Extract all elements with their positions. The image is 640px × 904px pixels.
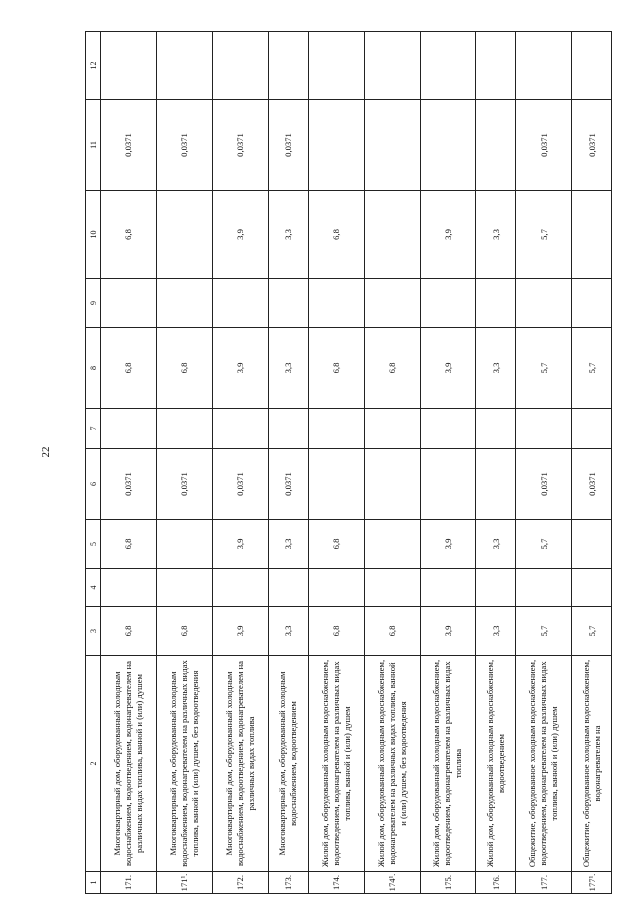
value-cell-c3: 5,7 xyxy=(516,607,572,656)
value-cell-c6 xyxy=(308,449,364,520)
value-cell-c10: 3,3 xyxy=(476,191,516,279)
value-cell-c11 xyxy=(364,100,420,191)
value-cell-c10: 6,8 xyxy=(308,191,364,279)
value-cell-c6: 0,0371 xyxy=(572,449,612,520)
row-description: Общежитие, оборудованное холодным водоснабжением, водоотведением, водонагревателем на различных видах топлива, ванной и (или) душем xyxy=(516,656,572,872)
value-cell-c11: 0,0371 xyxy=(212,100,268,191)
header-cell: 10 xyxy=(86,191,101,279)
value-cell-c12 xyxy=(308,32,364,100)
value-cell-c3: 3,9 xyxy=(420,607,476,656)
value-cell-c11: 0,0371 xyxy=(268,100,308,191)
row-number: 177. xyxy=(516,872,572,894)
rotated-table-container xyxy=(85,32,612,894)
value-cell-c10: 3,9 xyxy=(420,191,476,279)
value-cell-c5: 6,8 xyxy=(308,520,364,569)
value-cell-c3: 6,8 xyxy=(156,607,212,656)
header-cell: 3 xyxy=(86,607,101,656)
value-cell-c6: 0,0371 xyxy=(156,449,212,520)
value-cell-c6: 0,0371 xyxy=(268,449,308,520)
value-cell-c4 xyxy=(156,569,212,607)
value-cell-c3: 6,8 xyxy=(101,607,157,656)
value-cell-c8: 6,8 xyxy=(308,328,364,409)
value-cell-c4 xyxy=(101,569,157,607)
row-description: Общежитие, оборудованное холодным водоснабжением, водонагревателем на xyxy=(572,656,612,872)
value-cell-c9 xyxy=(516,279,572,328)
value-cell-c9 xyxy=(308,279,364,328)
value-cell-c5 xyxy=(364,520,420,569)
value-cell-c4 xyxy=(476,569,516,607)
table-row xyxy=(420,32,476,894)
row-number: 175. xyxy=(420,872,476,894)
row-description: Многоквартирный дом, оборудованный холодным водоснабжением, водонагревателем на различных видах топлива, ванной и (или) душем, без водоотведения xyxy=(156,656,212,872)
value-cell-c6 xyxy=(420,449,476,520)
value-cell-c3: 3,9 xyxy=(212,607,268,656)
row-description: Многоквартирный дом, оборудованный холодным водоснабжением, водоотведением xyxy=(268,656,308,872)
value-cell-c9 xyxy=(156,279,212,328)
value-cell-c11 xyxy=(476,100,516,191)
value-cell-c5: 3,9 xyxy=(420,520,476,569)
header-cell: 7 xyxy=(86,409,101,449)
value-cell-c3: 5,7 xyxy=(572,607,612,656)
value-cell-c7 xyxy=(364,409,420,449)
value-cell-c8: 5,7 xyxy=(572,328,612,409)
table-row xyxy=(476,32,516,894)
value-cell-c11 xyxy=(420,100,476,191)
header-cell: 9 xyxy=(86,279,101,328)
value-cell-c12 xyxy=(420,32,476,100)
value-cell-c9 xyxy=(212,279,268,328)
value-cell-c10 xyxy=(364,191,420,279)
value-cell-c11: 0,0371 xyxy=(572,100,612,191)
value-cell-c9 xyxy=(101,279,157,328)
value-cell-c7 xyxy=(308,409,364,449)
row-description: Многоквартирный дом, оборудованный холодным водоснабжением, водоотведением, водонагревателем на различных видах топлива, ванной и (или) душем xyxy=(101,656,157,872)
row-description: Жилой дом, оборудованный холодным водоснабжением, водоотведением, водонагревателем на различных видах топлива, ванной и (или) душем xyxy=(308,656,364,872)
row-number: 172. xyxy=(212,872,268,894)
table-row xyxy=(516,32,572,894)
value-cell-c12 xyxy=(268,32,308,100)
value-cell-c6: 0,0371 xyxy=(101,449,157,520)
header-cell: 6 xyxy=(86,449,101,520)
value-cell-c7 xyxy=(516,409,572,449)
row-number: 171¹. xyxy=(156,872,212,894)
value-cell-c9 xyxy=(476,279,516,328)
value-cell-c5: 6,8 xyxy=(101,520,157,569)
value-cell-c9 xyxy=(572,279,612,328)
value-cell-c10 xyxy=(156,191,212,279)
page-number: 22 xyxy=(40,446,52,458)
value-cell-c8: 3,9 xyxy=(420,328,476,409)
row-description: Жилой дом, оборудованный холодным водоснабжением, водоотведением xyxy=(476,656,516,872)
value-cell-c4 xyxy=(212,569,268,607)
norms-table xyxy=(85,31,612,894)
value-cell-c7 xyxy=(268,409,308,449)
value-cell-c6: 0,0371 xyxy=(516,449,572,520)
value-cell-c8: 3,3 xyxy=(476,328,516,409)
value-cell-c4 xyxy=(572,569,612,607)
value-cell-c7 xyxy=(101,409,157,449)
table-row xyxy=(572,32,612,894)
value-cell-c5 xyxy=(572,520,612,569)
table-row xyxy=(212,32,268,894)
row-number: 171. xyxy=(101,872,157,894)
value-cell-c6 xyxy=(476,449,516,520)
value-cell-c8: 3,3 xyxy=(268,328,308,409)
value-cell-c5: 3,9 xyxy=(212,520,268,569)
value-cell-c12 xyxy=(156,32,212,100)
value-cell-c10: 3,3 xyxy=(268,191,308,279)
value-cell-c4 xyxy=(308,569,364,607)
value-cell-c7 xyxy=(420,409,476,449)
value-cell-c4 xyxy=(516,569,572,607)
value-cell-c11: 0,0371 xyxy=(101,100,157,191)
value-cell-c10 xyxy=(572,191,612,279)
value-cell-c6: 0,0371 xyxy=(212,449,268,520)
header-cell: 5 xyxy=(86,520,101,569)
value-cell-c7 xyxy=(572,409,612,449)
value-cell-c10: 5,7 xyxy=(516,191,572,279)
value-cell-c4 xyxy=(420,569,476,607)
value-cell-c3: 3,3 xyxy=(268,607,308,656)
value-cell-c7 xyxy=(476,409,516,449)
value-cell-c10: 6,8 xyxy=(101,191,157,279)
row-number: 174. xyxy=(308,872,364,894)
header-cell: 12 xyxy=(86,32,101,100)
value-cell-c12 xyxy=(364,32,420,100)
value-cell-c12 xyxy=(516,32,572,100)
value-cell-c5: 3,3 xyxy=(268,520,308,569)
table-row xyxy=(308,32,364,894)
value-cell-c8: 3,9 xyxy=(212,328,268,409)
table-row xyxy=(101,32,157,894)
value-cell-c8: 6,8 xyxy=(364,328,420,409)
table-row xyxy=(268,32,308,894)
value-cell-c3: 6,8 xyxy=(364,607,420,656)
row-description: Многоквартирный дом, оборудованный холодным водоснабжением, водоотведением, водонагревателем на различных видах топлива xyxy=(212,656,268,872)
value-cell-c4 xyxy=(364,569,420,607)
value-cell-c9 xyxy=(420,279,476,328)
value-cell-c10: 3,9 xyxy=(212,191,268,279)
table-row xyxy=(364,32,420,894)
value-cell-c11: 0,0371 xyxy=(516,100,572,191)
value-cell-c8: 6,8 xyxy=(156,328,212,409)
value-cell-c12 xyxy=(476,32,516,100)
header-cell: 1 xyxy=(86,872,101,894)
row-number: 176. xyxy=(476,872,516,894)
value-cell-c5: 3,3 xyxy=(476,520,516,569)
value-cell-c12 xyxy=(572,32,612,100)
value-cell-c5: 5,7 xyxy=(516,520,572,569)
row-number: 174¹. xyxy=(364,872,420,894)
value-cell-c6 xyxy=(364,449,420,520)
value-cell-c8: 6,8 xyxy=(101,328,157,409)
header-cell: 2 xyxy=(86,656,101,872)
value-cell-c9 xyxy=(364,279,420,328)
column-number-header xyxy=(86,32,101,894)
value-cell-c4 xyxy=(268,569,308,607)
value-cell-c11: 0,0371 xyxy=(156,100,212,191)
value-cell-c7 xyxy=(156,409,212,449)
header-cell: 11 xyxy=(86,100,101,191)
value-cell-c7 xyxy=(212,409,268,449)
header-cell: 8 xyxy=(86,328,101,409)
row-description: Жилой дом, оборудованный холодным водоснабжением, водоотведением, водонагревателем на различных видах топлива xyxy=(420,656,476,872)
value-cell-c12 xyxy=(101,32,157,100)
value-cell-c3: 3,3 xyxy=(476,607,516,656)
row-description: Жилой дом, оборудованный холодным водоснабжением, водонагревателем на различных видах топлива, ванной и (или) душем, без водоотведения xyxy=(364,656,420,872)
value-cell-c3: 6,8 xyxy=(308,607,364,656)
row-number: 173. xyxy=(268,872,308,894)
row-number: 177¹. xyxy=(572,872,612,894)
value-cell-c5 xyxy=(156,520,212,569)
value-cell-c12 xyxy=(212,32,268,100)
value-cell-c11 xyxy=(308,100,364,191)
value-cell-c9 xyxy=(268,279,308,328)
table-row xyxy=(156,32,212,894)
header-cell: 4 xyxy=(86,569,101,607)
value-cell-c8: 5,7 xyxy=(516,328,572,409)
